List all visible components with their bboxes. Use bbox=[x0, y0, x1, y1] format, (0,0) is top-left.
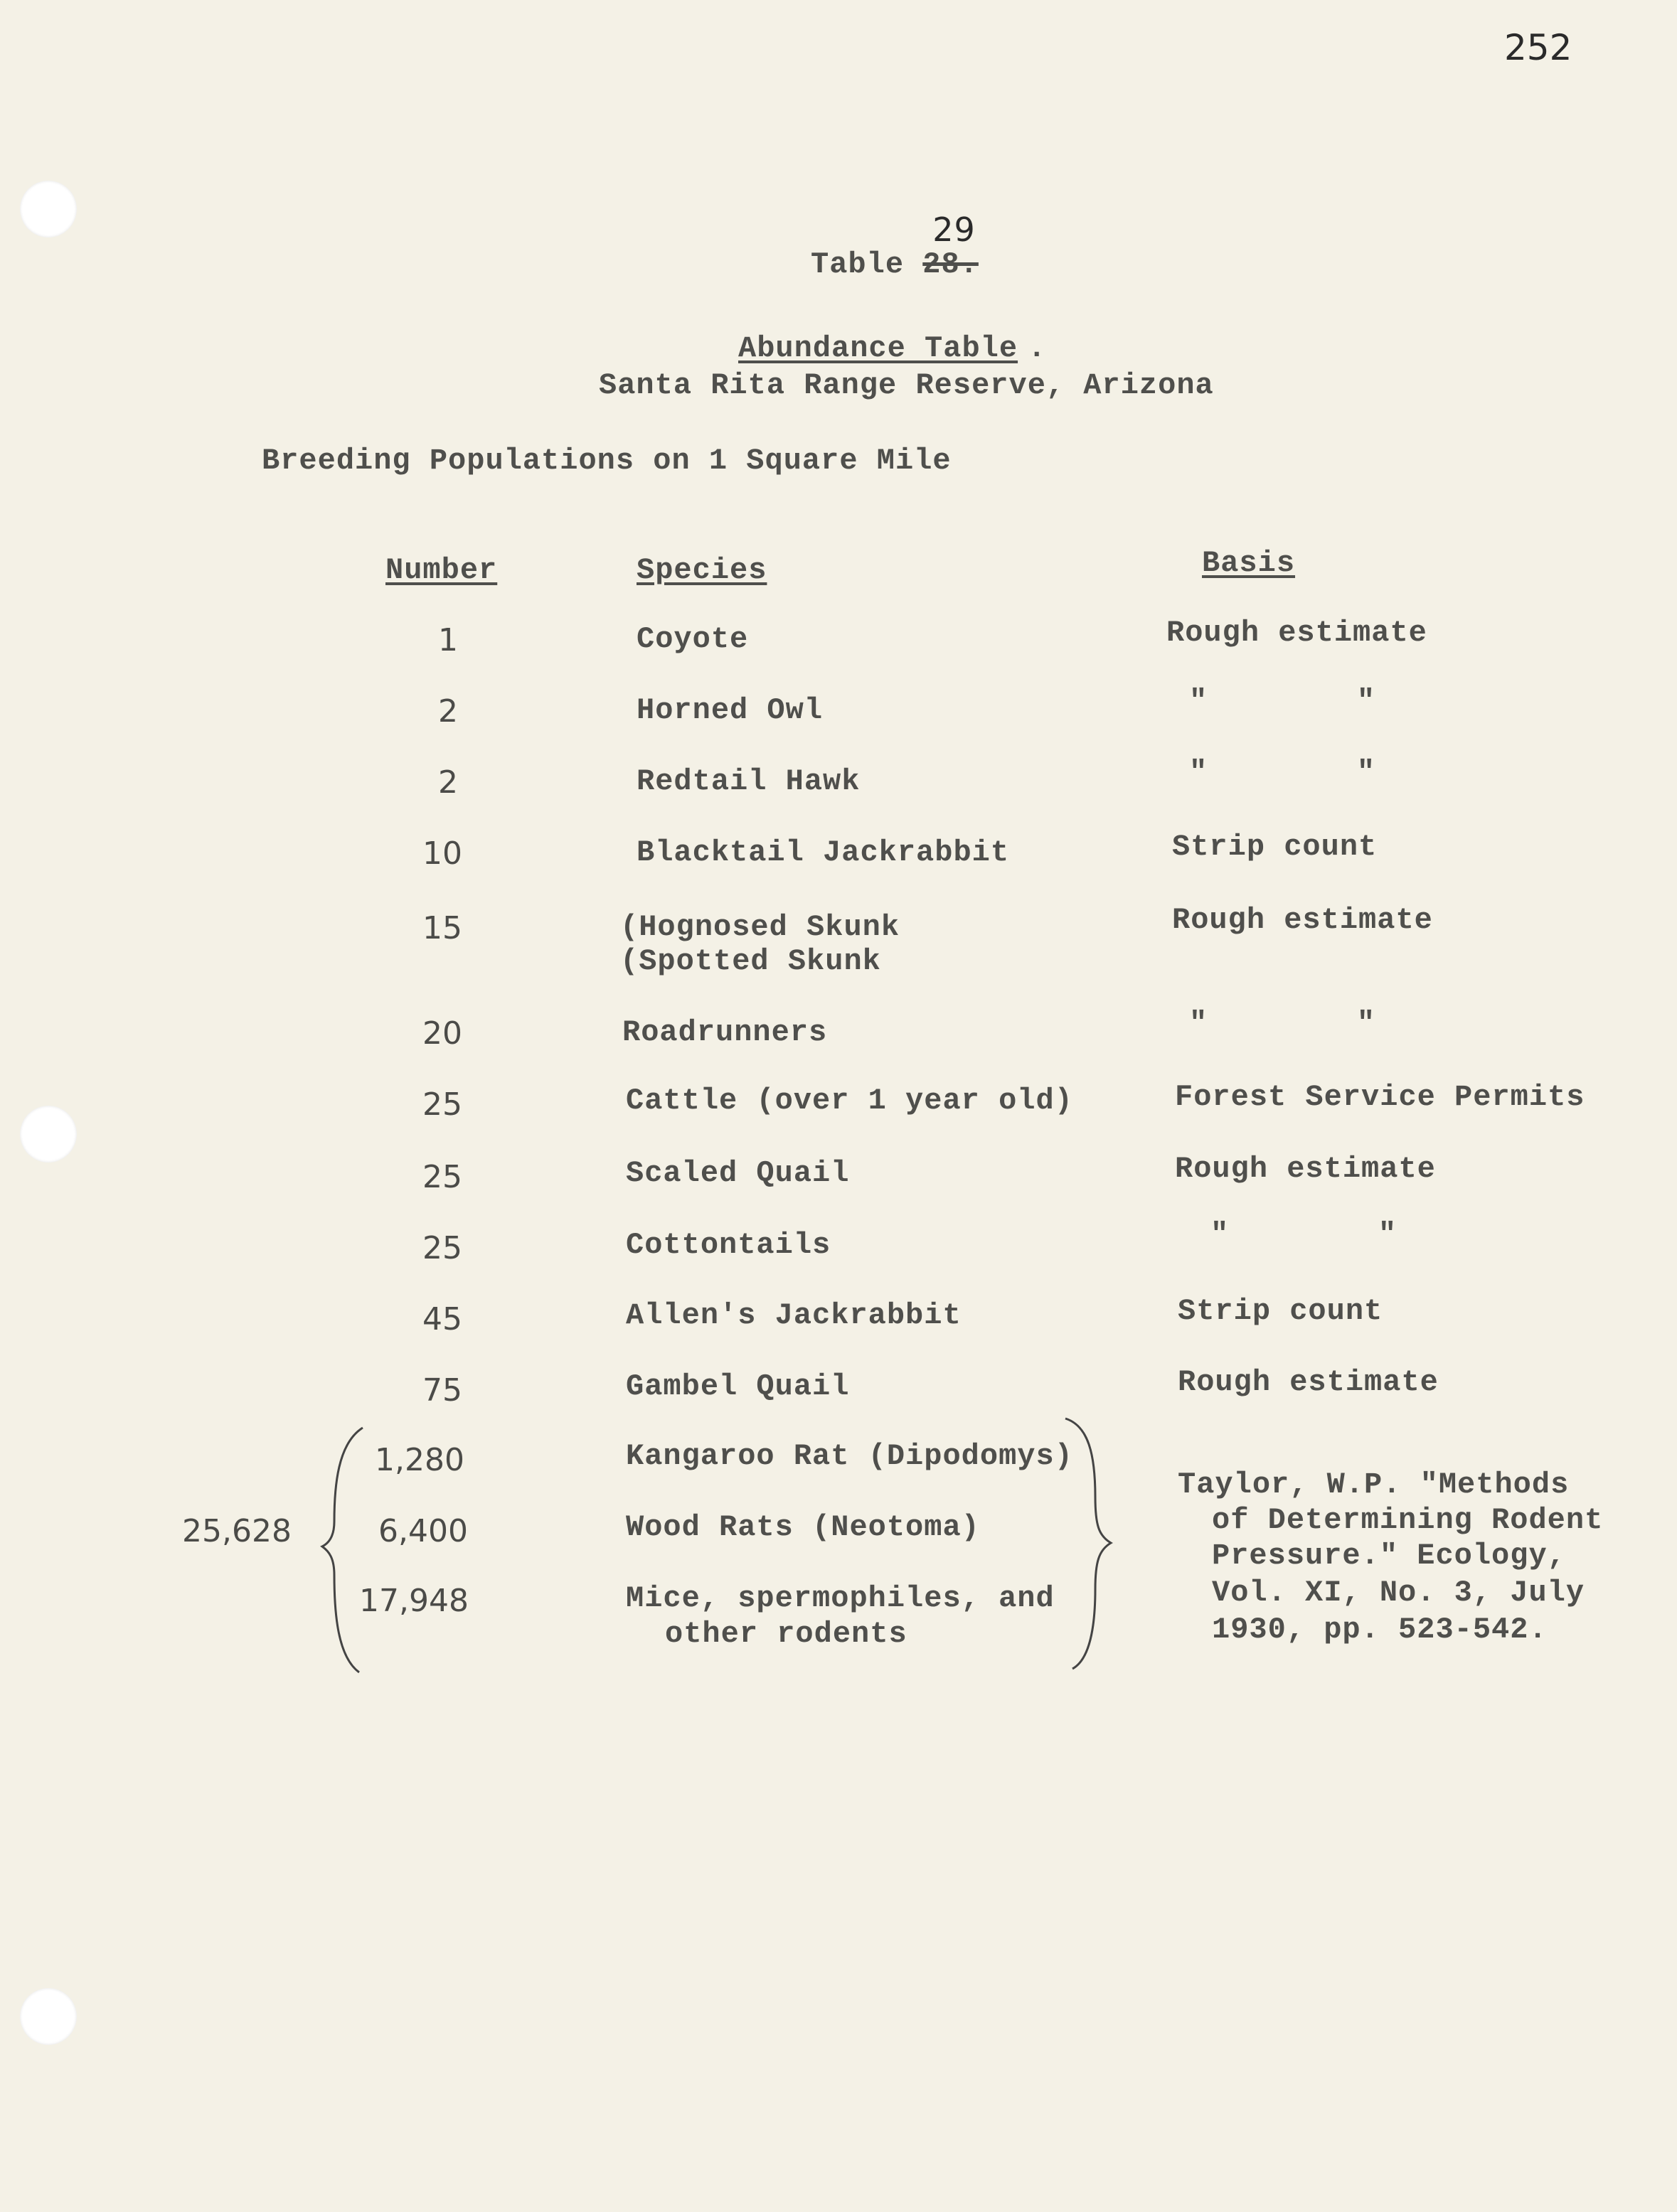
basis-citation-line: of Determining Rodent bbox=[1212, 1503, 1604, 1537]
row-basis: Strip count bbox=[1178, 1294, 1383, 1328]
handwritten-table-number: 29 bbox=[932, 210, 976, 249]
row-species: Cottontails bbox=[626, 1228, 831, 1262]
row-species: Allen's Jackrabbit bbox=[626, 1298, 962, 1332]
punch-hole bbox=[20, 181, 77, 237]
row-species-line2: other rodents bbox=[665, 1617, 907, 1651]
row-number: 17,948 bbox=[359, 1583, 469, 1619]
row-species: Blacktail Jackrabbit bbox=[637, 835, 1010, 870]
table-label-text: Table bbox=[811, 247, 905, 282]
row-number: 45 bbox=[422, 1301, 462, 1337]
row-species: Horned Owl bbox=[637, 693, 824, 727]
row-species: Coyote bbox=[637, 622, 749, 656]
table-caption: Breeding Populations on 1 Square Mile bbox=[262, 444, 952, 478]
table-label bbox=[811, 210, 979, 282]
row-basis: Rough estimate bbox=[1166, 616, 1427, 650]
row-species: Wood Rats (Neotoma) bbox=[626, 1510, 980, 1544]
row-species: Redtail Hawk bbox=[637, 764, 861, 798]
column-header-species: Species bbox=[637, 553, 767, 587]
row-number: 75 bbox=[422, 1372, 462, 1409]
column-header-number: Number bbox=[385, 553, 498, 587]
row-number: 25 bbox=[422, 1159, 462, 1195]
table-subtitle: Santa Rita Range Reserve, Arizona bbox=[599, 368, 1214, 402]
table-title bbox=[738, 331, 1046, 365]
row-number: 2 bbox=[438, 693, 458, 730]
row-species: Mice, spermophiles, and bbox=[626, 1581, 1055, 1615]
row-number: 1 bbox=[438, 622, 458, 658]
punch-hole bbox=[20, 1106, 77, 1163]
row-number: 20 bbox=[422, 1015, 462, 1052]
row-species: Cattle (over 1 year old) bbox=[626, 1084, 1073, 1118]
row-basis: Strip count bbox=[1172, 830, 1378, 864]
column-header-basis: Basis bbox=[1202, 546, 1296, 580]
row-number: 15 bbox=[422, 910, 462, 946]
row-basis-ditto: " " bbox=[1210, 1217, 1398, 1251]
row-species: (Hognosed Skunk bbox=[620, 910, 900, 944]
row-species: Kangaroo Rat (Dipodomys) bbox=[626, 1439, 1073, 1473]
page-number: 252 bbox=[1504, 27, 1572, 68]
row-basis-ditto: " " bbox=[1189, 1006, 1376, 1040]
title-dot: . bbox=[1028, 331, 1047, 365]
row-number: 1,280 bbox=[375, 1442, 464, 1478]
row-basis-ditto: " " bbox=[1189, 755, 1376, 789]
row-number: 2 bbox=[438, 764, 458, 801]
row-species-line2: (Spotted Skunk bbox=[620, 944, 881, 978]
basis-citation-line: Vol. XI, No. 3, July bbox=[1212, 1576, 1585, 1610]
row-basis: Forest Service Permits bbox=[1175, 1080, 1585, 1114]
row-number: 25 bbox=[422, 1230, 462, 1266]
row-basis: Rough estimate bbox=[1175, 1152, 1436, 1186]
row-species: Scaled Quail bbox=[626, 1156, 850, 1190]
row-basis: Rough estimate bbox=[1178, 1365, 1439, 1399]
row-number: 10 bbox=[422, 835, 462, 872]
row-species: Gambel Quail bbox=[626, 1369, 850, 1404]
table-title-text: Abundance Table bbox=[738, 331, 1018, 365]
rodent-total: 25,628 bbox=[182, 1513, 292, 1549]
row-basis: Rough estimate bbox=[1172, 903, 1433, 937]
row-species: Roadrunners bbox=[622, 1015, 828, 1049]
basis-citation-line: 1930, pp. 523-542. bbox=[1212, 1613, 1548, 1647]
table-number bbox=[922, 210, 979, 282]
row-number: 25 bbox=[422, 1086, 462, 1123]
row-basis-ditto: " " bbox=[1189, 684, 1376, 718]
punch-hole bbox=[20, 1988, 77, 2045]
right-brace bbox=[1060, 1411, 1117, 1674]
struck-table-number: 28. bbox=[922, 247, 979, 282]
row-number: 6,400 bbox=[378, 1513, 468, 1549]
basis-citation-line: Taylor, W.P. "Methods bbox=[1178, 1468, 1570, 1502]
basis-citation-line: Pressure." Ecology, bbox=[1212, 1539, 1566, 1573]
